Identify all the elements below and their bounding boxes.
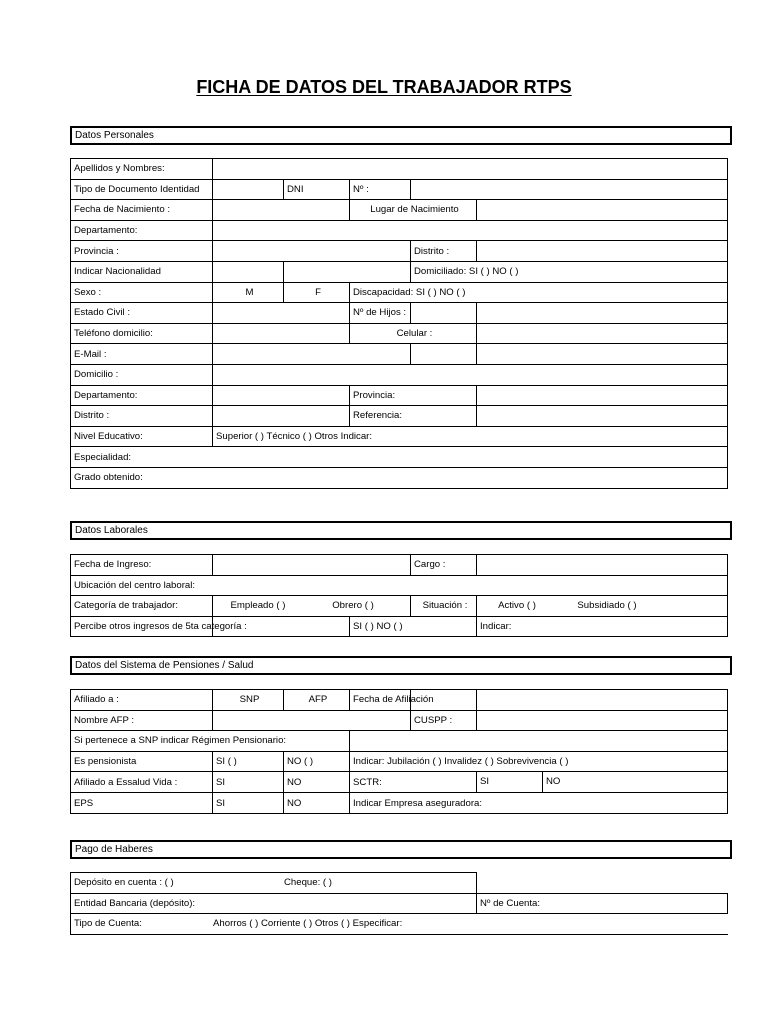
field-apellidos[interactable] bbox=[213, 159, 728, 180]
label-lugar-nacimiento: Lugar de Nacimiento bbox=[350, 200, 477, 221]
option-deposito[interactable]: Depósito en cuenta : ( ) bbox=[74, 877, 174, 889]
label-cuspp: CUSPP : bbox=[411, 710, 477, 731]
row-grado bbox=[71, 467, 728, 488]
field-email-b[interactable] bbox=[411, 344, 477, 365]
label-distrito: Distrito : bbox=[411, 241, 477, 262]
label-dom-provincia: Provincia: bbox=[350, 385, 477, 406]
field-sctr[interactable] bbox=[477, 772, 728, 793]
label-situacion: Situación : bbox=[411, 596, 477, 617]
row-snp-regimen bbox=[71, 731, 728, 752]
form-title: FICHA DE DATOS DEL TRABAJADOR RTPS bbox=[196, 77, 572, 97]
row-pensionista bbox=[71, 751, 728, 772]
label-email: E-Mail : bbox=[71, 344, 213, 365]
section-datos-personales: Datos Personales bbox=[70, 126, 732, 145]
field-cargo[interactable] bbox=[477, 555, 728, 576]
label-eps: EPS bbox=[71, 793, 213, 814]
label-provincia: Provincia : bbox=[71, 241, 213, 262]
row-categoria bbox=[71, 596, 728, 617]
label-departamento: Departamento: bbox=[71, 220, 213, 241]
label-snp-regimen: Si pertenece a SNP indicar Régimen Pensionario: bbox=[71, 731, 350, 752]
label-tipo-cuenta-text: Tipo de Cuenta: bbox=[74, 918, 142, 930]
option-discapacidad[interactable]: Discapacidad: SI ( ) NO ( ) bbox=[350, 282, 728, 303]
option-eps-si[interactable]: SI bbox=[213, 793, 284, 814]
option-sctr-no[interactable]: NO bbox=[546, 776, 561, 788]
label-cargo: Cargo : bbox=[411, 555, 477, 576]
row-tipo-documento bbox=[71, 179, 728, 200]
field-especialidad[interactable]: Especialidad: bbox=[71, 447, 728, 468]
field-nacionalidad-extra[interactable] bbox=[284, 261, 411, 282]
field-numero[interactable] bbox=[411, 179, 728, 200]
field-fecha-ingreso[interactable] bbox=[213, 555, 411, 576]
label-fecha-ingreso: Fecha de Ingreso: bbox=[71, 555, 213, 576]
label-numero: Nº : bbox=[350, 179, 411, 200]
pension-data-table bbox=[70, 689, 728, 814]
row-otros-ingresos bbox=[71, 616, 728, 637]
label-dom-departamento: Departamento: bbox=[71, 385, 213, 406]
label-estado-civil: Estado Civil : bbox=[71, 303, 213, 324]
row-domicilio bbox=[71, 364, 728, 385]
row-entidad bbox=[71, 893, 728, 914]
row-eps bbox=[71, 793, 728, 814]
label-telefono: Teléfono domicilio: bbox=[71, 323, 213, 344]
field-dom-provincia[interactable] bbox=[477, 385, 728, 406]
row-fecha-ingreso bbox=[71, 555, 728, 576]
option-activo[interactable]: Activo ( ) bbox=[498, 600, 536, 612]
field-grado[interactable]: Grado obtenido: bbox=[71, 467, 728, 488]
field-fecha-nacimiento[interactable] bbox=[213, 200, 350, 221]
row-sexo bbox=[71, 282, 728, 303]
row-deposito bbox=[71, 873, 728, 894]
row-provincia bbox=[71, 241, 728, 262]
label-afiliado: Afiliado a : bbox=[71, 690, 213, 711]
label-nacionalidad: Indicar Nacionalidad bbox=[71, 261, 213, 282]
row-dom-departamento bbox=[71, 385, 728, 406]
option-subsidiado[interactable]: Subsidiado ( ) bbox=[577, 600, 637, 612]
payment-data-table bbox=[70, 872, 728, 935]
field-nro-cuenta[interactable]: Nº de Cuenta: bbox=[477, 893, 728, 914]
options-pension-tipo[interactable]: Indicar: Jubilación ( ) Invalidez ( ) Sobrevivencia ( ) bbox=[350, 751, 728, 772]
field-telefono[interactable] bbox=[213, 323, 350, 344]
option-essalud-si[interactable]: SI bbox=[213, 772, 284, 793]
field-entidad-bancaria[interactable]: Entidad Bancaria (depósito): bbox=[71, 893, 477, 914]
field-distrito[interactable] bbox=[477, 241, 728, 262]
field-dom-departamento[interactable] bbox=[213, 385, 350, 406]
label-sctr: SCTR: bbox=[350, 772, 477, 793]
label-sexo: Sexo : bbox=[71, 282, 213, 303]
option-domiciliado[interactable]: Domiciliado: SI ( ) NO ( ) bbox=[411, 261, 728, 282]
row-apellidos bbox=[71, 159, 728, 180]
option-sexo-m[interactable]: M bbox=[213, 282, 284, 303]
field-nombre-afp[interactable] bbox=[213, 710, 411, 731]
option-pensionista-si[interactable]: SI ( ) bbox=[213, 751, 284, 772]
row-nacionalidad bbox=[71, 261, 728, 282]
label-fecha-nacimiento: Fecha de Nacimiento : bbox=[71, 200, 213, 221]
field-snp-regimen[interactable] bbox=[350, 731, 728, 752]
options-tipo-cuenta-text[interactable]: Ahorros ( ) Corriente ( ) Otros ( ) Especificar: bbox=[213, 918, 403, 930]
section-pago-haberes: Pago de Haberes bbox=[70, 840, 732, 859]
field-ubicacion[interactable]: Ubicación del centro laboral: bbox=[71, 575, 728, 596]
row-afiliado bbox=[71, 690, 728, 711]
field-celular[interactable] bbox=[477, 323, 728, 344]
option-sctr-si[interactable]: SI bbox=[477, 772, 543, 792]
section-datos-pensiones: Datos del Sistema de Pensiones / Salud bbox=[70, 656, 732, 675]
field-tipo-documento[interactable] bbox=[213, 179, 284, 200]
field-departamento[interactable] bbox=[213, 220, 728, 241]
section-datos-laborales: Datos Laborales bbox=[70, 521, 732, 540]
option-essalud-no[interactable]: NO bbox=[284, 772, 350, 793]
label-fecha-afiliacion: Fecha de Afiliación bbox=[350, 690, 411, 711]
row-nombre-afp bbox=[71, 710, 728, 731]
row-nivel-educativo bbox=[71, 426, 728, 447]
field-hijos[interactable] bbox=[411, 303, 477, 324]
option-eps-no[interactable]: NO bbox=[284, 793, 350, 814]
field-fecha-afiliacion-b[interactable] bbox=[477, 690, 728, 711]
row-email bbox=[71, 344, 728, 365]
label-otros-ingresos: Percibe otros ingresos de 5ta categoría : bbox=[71, 616, 213, 637]
option-obrero[interactable]: Obrero ( ) bbox=[332, 600, 374, 612]
field-provincia[interactable] bbox=[213, 241, 411, 262]
label-celular: Celular : bbox=[350, 323, 477, 344]
row-estado-civil bbox=[71, 303, 728, 324]
empty-cell bbox=[477, 873, 728, 894]
label-dom-distrito: Distrito : bbox=[71, 406, 213, 427]
label-dni: DNI bbox=[284, 179, 350, 200]
option-afp[interactable]: AFP bbox=[284, 690, 350, 711]
options-situacion[interactable] bbox=[477, 596, 728, 617]
tipo-cuenta-cell bbox=[71, 914, 728, 935]
field-indicar[interactable]: Indicar: bbox=[477, 616, 728, 637]
field-dom-distrito[interactable] bbox=[213, 406, 350, 427]
field-referencia[interactable] bbox=[477, 406, 728, 427]
label-tipo-documento: Tipo de Documento Identidad bbox=[71, 179, 213, 200]
options-otros-ingresos[interactable]: SI ( ) NO ( ) bbox=[350, 616, 477, 637]
options-nivel-educativo[interactable]: Superior ( ) Técnico ( ) Otros Indicar: bbox=[213, 426, 728, 447]
row-departamento bbox=[71, 220, 728, 241]
row-essalud bbox=[71, 772, 728, 793]
label-referencia: Referencia: bbox=[350, 406, 477, 427]
label-nombre-afp: Nombre AFP : bbox=[71, 710, 213, 731]
label-nivel-educativo: Nivel Educativo: bbox=[71, 426, 213, 447]
option-pensionista-no[interactable]: NO ( ) bbox=[284, 751, 350, 772]
label-pensionista: Es pensionista bbox=[71, 751, 213, 772]
option-snp[interactable]: SNP bbox=[213, 690, 284, 711]
label-categoria: Categoría de trabajador: bbox=[71, 596, 213, 617]
field-estado-civil[interactable] bbox=[213, 303, 350, 324]
options-forma-pago[interactable] bbox=[71, 873, 477, 894]
option-cheque[interactable]: Cheque: ( ) bbox=[284, 877, 332, 889]
field-cuspp[interactable] bbox=[477, 710, 728, 731]
labor-data-table bbox=[70, 554, 728, 637]
row-dom-distrito bbox=[71, 406, 728, 427]
option-empleado[interactable]: Empleado ( ) bbox=[230, 600, 286, 612]
option-sexo-f[interactable]: F bbox=[284, 282, 350, 303]
field-lugar-nacimiento[interactable] bbox=[477, 200, 728, 221]
field-nacionalidad[interactable] bbox=[213, 261, 284, 282]
row-telefono bbox=[71, 323, 728, 344]
row-ubicacion bbox=[71, 575, 728, 596]
row-especialidad bbox=[71, 447, 728, 468]
personal-data-table bbox=[70, 158, 728, 489]
label-domicilio: Domicilio : bbox=[71, 364, 213, 385]
row-tipo-cuenta bbox=[71, 914, 728, 935]
field-hijos-extra[interactable] bbox=[477, 303, 728, 324]
field-email-c[interactable] bbox=[477, 344, 728, 365]
label-apellidos: Apellidos y Nombres: bbox=[71, 159, 213, 180]
row-fecha-nacimiento bbox=[71, 200, 728, 221]
label-essalud: Afiliado a Essalud Vida : bbox=[71, 772, 213, 793]
label-hijos: Nº de Hijos : bbox=[350, 303, 411, 324]
field-domicilio[interactable] bbox=[213, 364, 728, 385]
options-categoria[interactable] bbox=[213, 596, 411, 617]
field-empresa-aseguradora[interactable]: Indicar Empresa aseguradora: bbox=[350, 793, 728, 814]
field-email[interactable] bbox=[213, 344, 411, 365]
